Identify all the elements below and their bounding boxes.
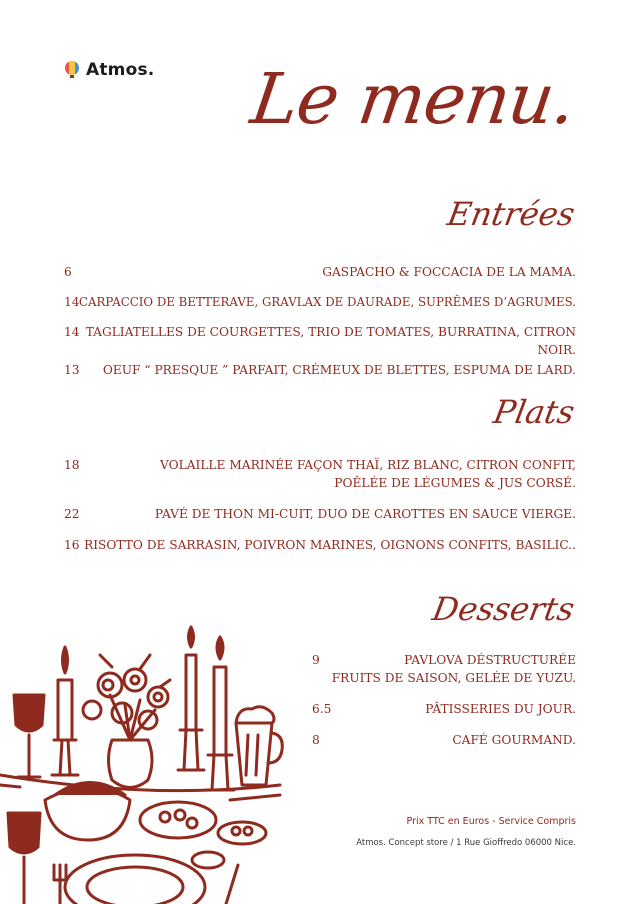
menu-item bbox=[64, 536, 576, 554]
brand-logo bbox=[64, 60, 154, 80]
item-name: TAGLIATELLES DE COURGETTES, TRIO DE TOMATES, BURRATINA, CITRON NOIR. bbox=[85, 325, 576, 357]
item-name: PÂTISSERIES DU JOUR. bbox=[425, 702, 576, 716]
item-price: 6.5 bbox=[312, 702, 332, 716]
item-name: CARPACCIO DE BETTERAVE, GRAVLAX DE DAURADE, SUPRÊMES D’AGRUMES. bbox=[78, 295, 576, 309]
item-name: VOLAILLE MARINÉE FAÇON THAÏ, RIZ BLANC, CITRON CONFIT, POÊLÉE DE LÉGUMES & JUS CORSÉ. bbox=[160, 458, 576, 490]
menu-item bbox=[64, 323, 576, 359]
page-title: Le menu. bbox=[245, 58, 580, 140]
item-price: 16 bbox=[64, 538, 80, 552]
balloon-icon bbox=[64, 61, 80, 79]
section-title-entrees: Entrées bbox=[444, 195, 578, 233]
section-title-desserts: Desserts bbox=[429, 590, 578, 628]
item-price: 14 bbox=[64, 295, 80, 309]
item-price: 6 bbox=[64, 265, 72, 279]
menu-item bbox=[64, 505, 576, 523]
item-price: 13 bbox=[64, 363, 80, 377]
item-name: GASPACHO & FOCCACIA DE LA MAMA. bbox=[322, 265, 576, 279]
item-price: 9 bbox=[312, 653, 320, 667]
menu-item bbox=[64, 361, 576, 379]
item-name: RISOTTO DE SARRASIN, POIVRON MARINES, OIGNONS CONFITS, BASILIC.. bbox=[84, 538, 576, 552]
menu-item bbox=[312, 731, 576, 749]
address: Atmos. Concept store / 1 Rue Gioffredo 06000 Nice. bbox=[356, 838, 576, 848]
item-name: PAVLOVA DÉSTRUCTURÉE FRUITS DE SAISON, GELÉE DE YUZU. bbox=[331, 653, 576, 685]
item-name: PAVÉ DE THON MI-CUIT, DUO DE CAROTTES EN SAUCE VIERGE. bbox=[154, 507, 576, 521]
menu-item bbox=[64, 293, 576, 311]
item-name: CAFÉ GOURMAND. bbox=[452, 733, 576, 747]
price-note: Prix TTC en Euros - Service Compris bbox=[406, 816, 576, 827]
menu-item bbox=[64, 456, 576, 492]
item-price: 18 bbox=[64, 458, 80, 472]
item-price: 22 bbox=[64, 507, 80, 521]
section-title-plats: Plats bbox=[490, 393, 578, 431]
item-price: 8 bbox=[312, 733, 320, 747]
menu-item bbox=[312, 651, 576, 687]
menu-item bbox=[64, 263, 576, 281]
item-name: OEUF “ PRESQUE ” PARFAIT, CRÉMEUX DE BLETTES, ESPUMA DE LARD. bbox=[102, 363, 576, 377]
item-price: 14 bbox=[64, 325, 80, 339]
brand-name: Atmos. bbox=[86, 60, 155, 80]
menu-item bbox=[312, 700, 576, 718]
table-setting-illustration bbox=[0, 625, 300, 904]
